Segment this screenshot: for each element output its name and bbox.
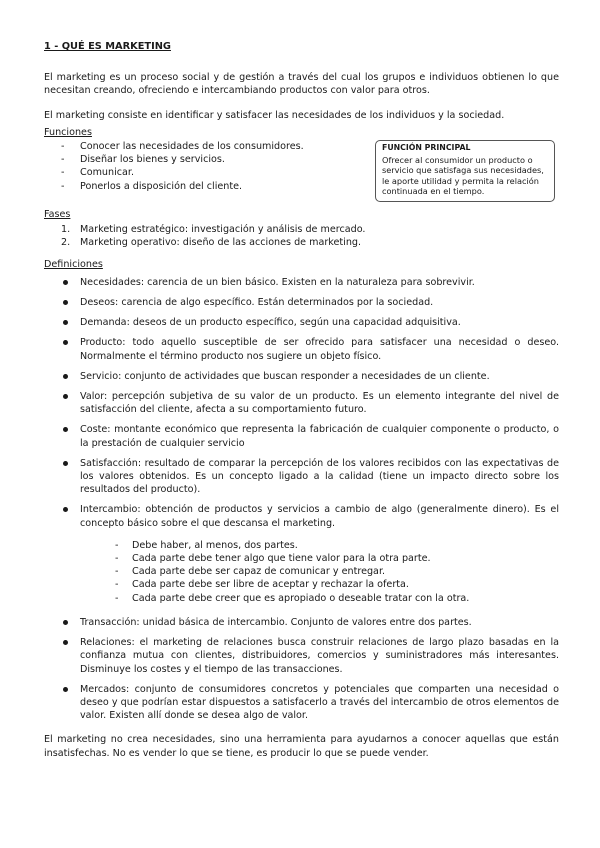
closing-paragraph: El marketing no crea necesidades, sino una herramienta para ayudarnos a conocer aquellas que están insatisfechas. No es vender lo que se tiene, es producir lo que se puede vender.: [44, 734, 559, 759]
list-item: [44, 503, 559, 604]
fases-list: [44, 223, 559, 249]
list-item: - Comunicar.: [44, 166, 304, 179]
list-item: Demanda: deseos de un producto específico, según una capacidad adquisitiva.: [44, 316, 559, 329]
list-item: Mercados: conjunto de consumidores concretos y potenciales que comparten una necesidad o deseo y que podrían estar dispuestos a satisfacerlo a través del intercambio de otros elementos de valor. Existen allí donde se desea algo de valor.: [44, 683, 559, 723]
document-page: [44, 40, 559, 760]
funciones-list: [44, 140, 304, 193]
list-item: Servicio: conjunto de actividades que buscan responder a necesidades de un cliente.: [44, 370, 559, 383]
sublist-item: - Cada parte debe ser libre de aceptar y rechazar la oferta.: [80, 578, 559, 591]
list-item: - Conocer las necesidades de los consumidores.: [44, 140, 304, 153]
funciones-section: [44, 140, 559, 198]
list-item: Valor: percepción subjetiva de su valor de un producto. Es un elemento integrante del nivel de satisfacción del cliente, afecta a su comportamiento futuro.: [44, 390, 559, 416]
list-item: Satisfacción: resultado de comparar la percepción de los valores recibidos con las expectativas de los valores obtenidos. Es un concepto ligado a la calidad (tiene un impacto directo sobre los resultados del producto).: [44, 457, 559, 497]
definiciones-list: [44, 276, 559, 722]
funcion-principal-box: [375, 140, 555, 202]
list-item: Deseos: carencia de algo específico. Están determinados por la sociedad.: [44, 296, 559, 309]
list-text: Marketing operativo: diseño de las acciones de marketing.: [80, 237, 362, 249]
list-text: Intercambio: obtención de productos y servicios a cambio de algo (generalmente dinero). Es el concepto básico sobre el que descansa el marketing.: [80, 504, 559, 529]
list-item: - Ponerlos a disposición del cliente.: [44, 180, 304, 193]
definiciones-heading: Definiciones: [44, 258, 103, 270]
list-item: Coste: montante económico que representa la fabricación de cualquier componente o producto, o la prestación de cualquier servicio: [44, 423, 559, 449]
list-item: - Diseñar los bienes y servicios.: [44, 153, 304, 166]
intro-paragraph-1: El marketing es un proceso social y de gestión a través del cual los grupos e individuos obtienen lo que necesitan creando, ofreciendo e intercambiando productos con valor para otros.: [44, 72, 559, 97]
sublist-item: - Cada parte debe tener algo que tiene valor para la otra parte.: [80, 552, 559, 565]
list-item: Producto: todo aquello susceptible de ser ofrecido para satisfacer una necesidad o deseo. Normalmente el término producto nos sugiere un objeto físico.: [44, 336, 559, 362]
list-item: [44, 223, 559, 236]
list-item: Necesidades: carencia de un bien básico. Existen en la naturaleza para sobrevivir.: [44, 276, 559, 289]
intercambio-sublist: [80, 539, 559, 605]
sublist-item: - Cada parte debe ser capaz de comunicar y entregar.: [80, 565, 559, 578]
list-text: Marketing estratégico: investigación y análisis de mercado.: [80, 224, 366, 236]
sublist-item: - Debe haber, al menos, dos partes.: [80, 539, 559, 552]
funciones-heading: Funciones: [44, 126, 92, 138]
section-title: 1 - QUÉ ES MARKETING: [44, 41, 171, 52]
list-number: 2.: [61, 237, 71, 249]
box-title: FUNCIÓN PRINCIPAL: [382, 143, 471, 153]
fases-heading: Fases: [44, 209, 71, 221]
intro-paragraph-2: El marketing consiste en identificar y satisfacer las necesidades de los individuos y la sociedad.: [44, 109, 505, 121]
sublist-item: - Cada parte debe creer que es apropiado o deseable tratar con la otra.: [80, 592, 559, 605]
list-item: Relaciones: el marketing de relaciones busca construir relaciones de largo plazo basadas en la confianza mutua con clientes, distribuidores, comercios y suministradores más interesantes. Disminuye los costes y el tiempo de las transacciones.: [44, 636, 559, 676]
box-text: Ofrecer al consumidor un producto o servicio que satisfaga sus necesidades, le aporte utilidad y permita la relación continuada en el tiempo.: [382, 154, 544, 197]
list-item: [44, 236, 559, 249]
list-number: 1.: [61, 224, 71, 236]
list-item: Transacción: unidad básica de intercambio. Conjunto de valores entre dos partes.: [44, 616, 559, 629]
